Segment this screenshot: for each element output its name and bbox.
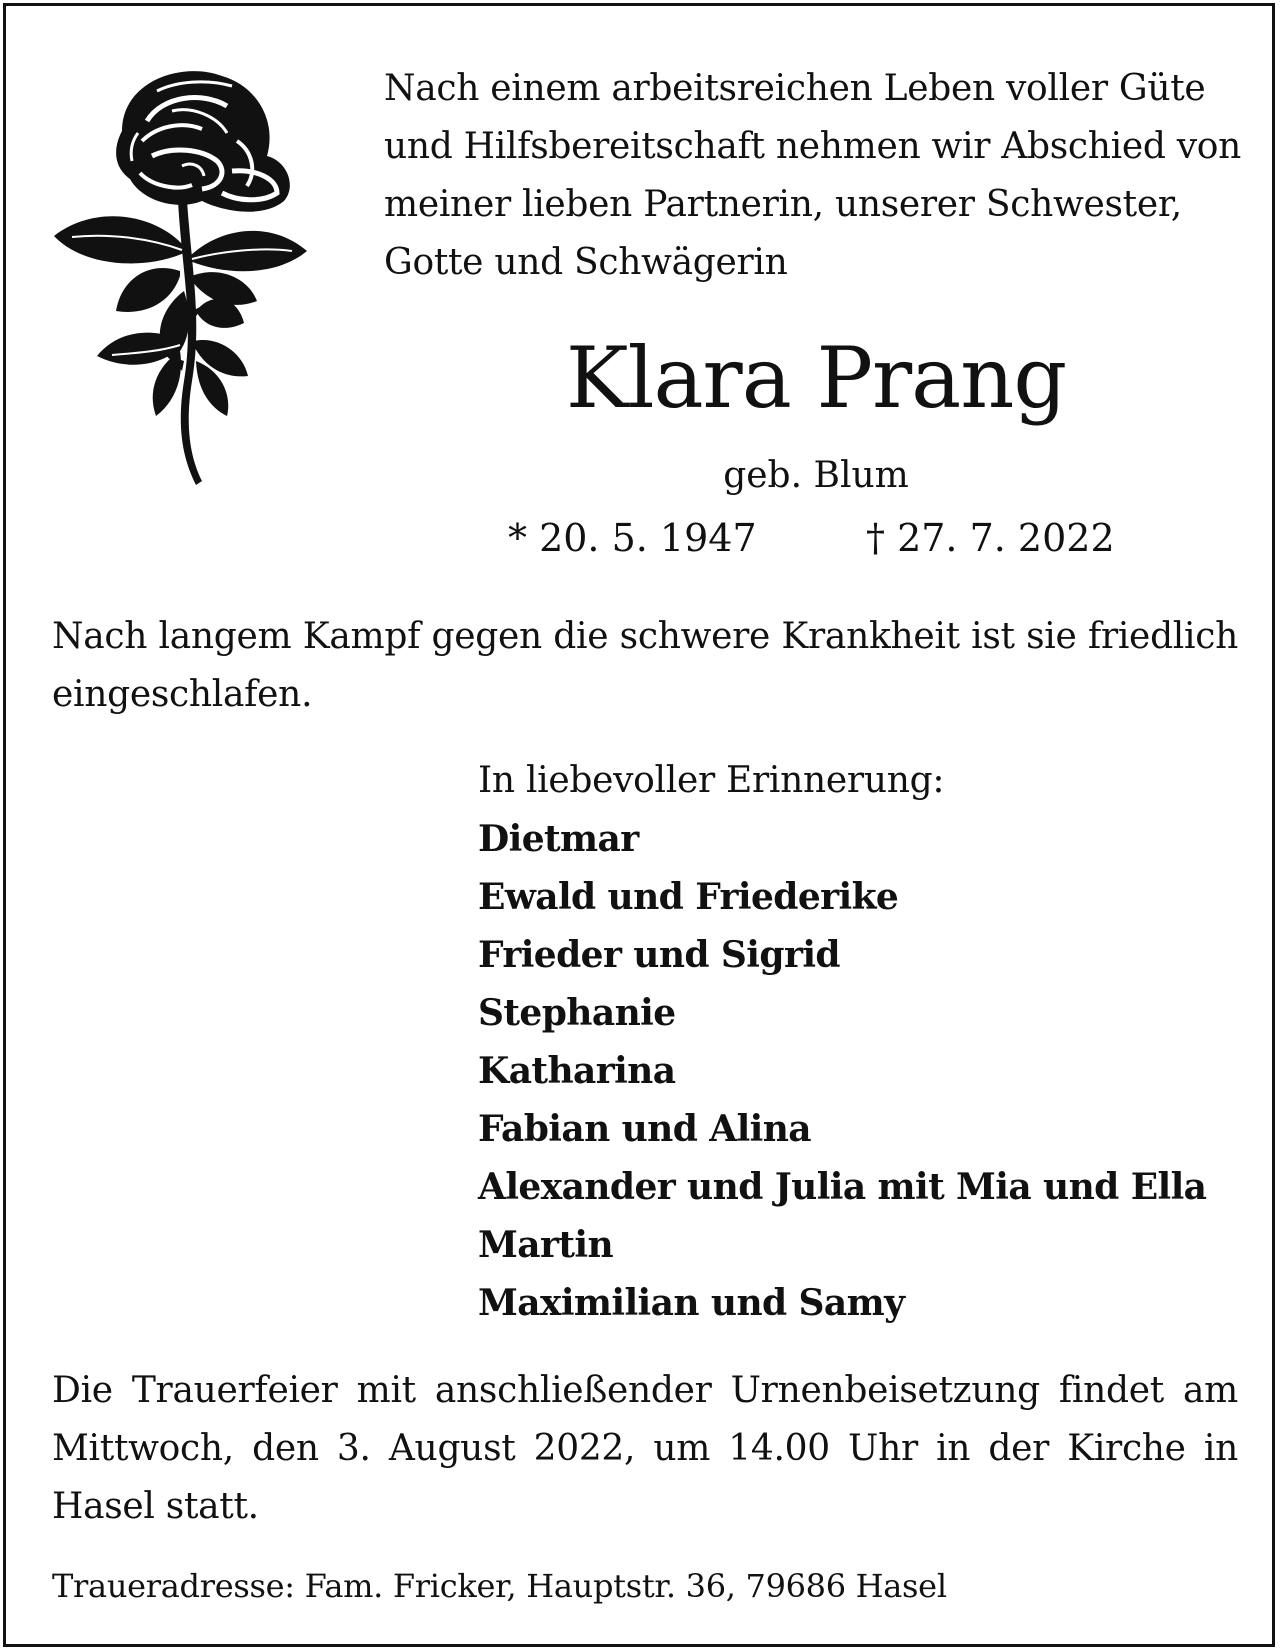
mourning-address: Traueradresse: Fam. Fricker, Hauptstr. 36, 79686 Hasel [52, 1567, 947, 1605]
mourner-name: Ewald und Friederike [478, 876, 899, 918]
birth-date: * 20. 5. 1947 [508, 516, 757, 560]
mourner-name: Dietmar [478, 818, 639, 860]
passing-text: Nach langem Kampf gegen die schwere Krankheit ist sie friedlich eingeschlafen. [52, 616, 1238, 715]
obituary-frame [3, 3, 1275, 1647]
death-date: † 27. 7. 2022 [866, 516, 1115, 560]
service-text: Die Trauerfeier mit anschließender Urnenbeisetzung findet am Mittwoch, den 3. August 2022, um 14.00 Uhr in der Kirche in Hasel statt. [52, 1370, 1238, 1527]
mourner-name: Maximilian und Samy [478, 1282, 905, 1324]
mourner-name: Stephanie [478, 992, 676, 1034]
mourner-name: Katharina [478, 1050, 676, 1092]
memory-heading: In liebevoller Erinnerung: [478, 760, 945, 801]
mourner-name: Alexander und Julia mit Mia und Ella [478, 1166, 1207, 1208]
deceased-name: Klara Prang [565, 329, 1067, 427]
maiden-name: geb. Blum [723, 455, 909, 496]
mourner-name: Frieder und Sigrid [478, 934, 840, 976]
mourner-name: Martin [478, 1224, 614, 1266]
mourner-name: Fabian und Alina [478, 1108, 812, 1150]
rose-icon [52, 61, 312, 501]
intro-text: Nach einem arbeitsreichen Leben voller Güte und Hilfsbereitschaft nehmen wir Abschied von meiner lieben Partnerin, unserer Schwester, Gotte und Schwägerin [384, 68, 1242, 283]
mourners-list [478, 810, 1206, 1332]
